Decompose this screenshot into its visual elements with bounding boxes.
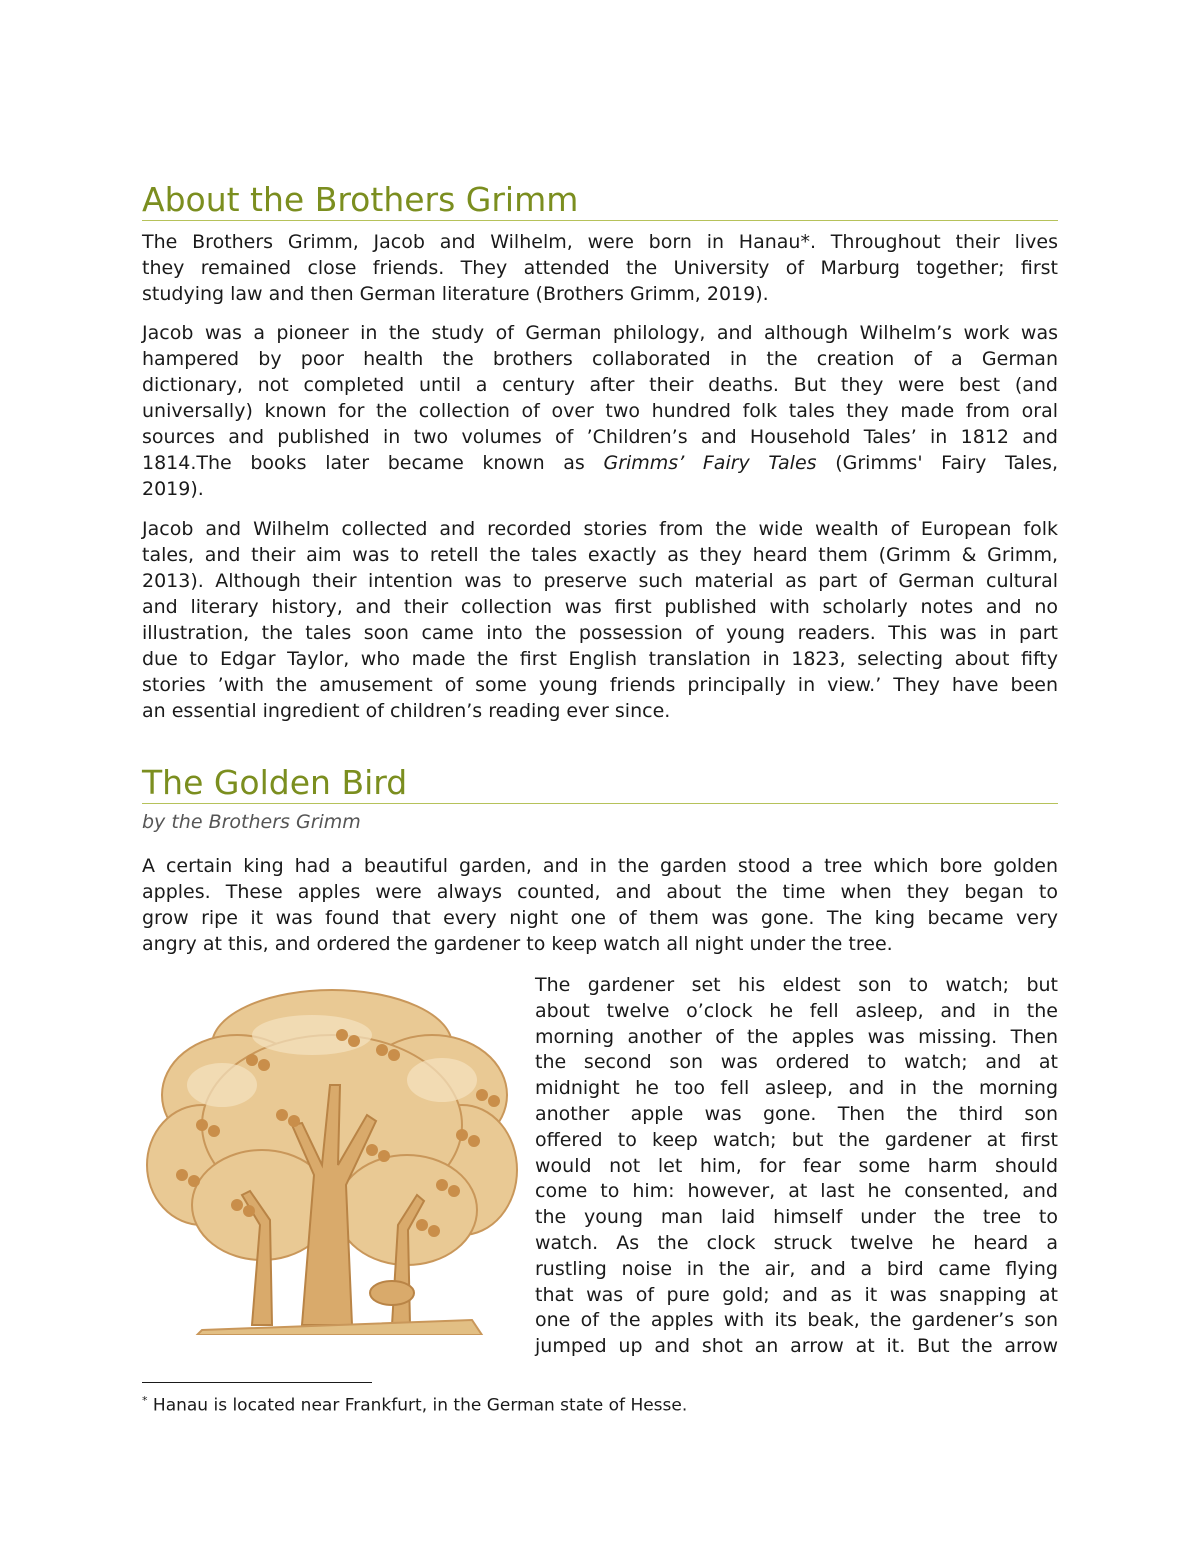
text-line: the young man laid himself under the tree to [535, 1206, 1058, 1229]
text-line: would not let him, for fear some harm should [535, 1154, 1058, 1177]
section-title-about: About the Brothers Grimm [142, 181, 1058, 221]
text-line: Jacob and Wilhelm collected and recorded stories from the wide wealth of European folk [142, 518, 1058, 540]
text-line: one of the apples with its beak, the gardener’s son [535, 1309, 1058, 1332]
text-line: universally) known for the collection of over two hundred folk tales they made from oral [142, 400, 1058, 422]
text-line: due to Edgar Taylor, who made the first English translation in 1823, selecting about fifty [142, 648, 1058, 670]
text-line: the second son was ordered to watch; and at [535, 1051, 1058, 1074]
footnote-separator [142, 1382, 372, 1383]
text-line: apples. These apples were always counted, and about the time when they began to [142, 881, 1058, 903]
section-title-golden-bird: The Golden Bird [142, 764, 1058, 804]
text-line: angry at this, and ordered the gardener to keep watch all night under the tree. [142, 933, 893, 955]
footnote-text: Hanau is located near Frankfurt, in the German state of Hesse. [152, 1395, 688, 1416]
text-line: The Brothers Grimm, Jacob and Wilhelm, were born in Hanau*. Throughout their lives [142, 231, 1058, 253]
text-line: and literary history, and their collection was first published with scholarly notes and no [142, 596, 1058, 618]
text-line: come to him: however, at last he consented, and [535, 1180, 1058, 1203]
text-line: 2019). [142, 478, 204, 500]
text-line: they remained close friends. They attended the University of Marburg together; first [142, 257, 1058, 279]
text-line: rustling noise in the air, and a bird came flying [535, 1257, 1058, 1280]
text-line: 2013). Although their intention was to preserve such material as part of German cultural [142, 570, 1058, 592]
text-line-mixed [142, 450, 1058, 476]
text-segment: (Grimms' Fairy Tales, [835, 452, 1058, 474]
about-paragraph-2 [142, 320, 1058, 502]
text-line: studying law and then German literature (Brothers Grimm, 2019). [142, 283, 769, 305]
text-line: Jacob was a pioneer in the study of German philology, and although Wilhelm’s work was [142, 322, 1058, 344]
text-line: The gardener set his eldest son to watch; but [535, 974, 1058, 996]
story-paragraph-2 [535, 973, 1058, 1360]
text-line: that was of pure gold; and as it was snapping at [535, 1283, 1058, 1306]
tree-image [142, 975, 522, 1335]
text-line: dictionary, not completed until a century after their deaths. But they were best (and [142, 374, 1058, 396]
footnote [142, 1390, 687, 1417]
book-title-italic: Grimms’ Fairy Tales [603, 452, 817, 474]
text-line: stories ’with the amusement of some young friends principally in view.’ They have been [142, 674, 1058, 696]
text-line: an essential ingredient of children’s reading ever since. [142, 700, 671, 722]
apple-tree-illustration [142, 975, 522, 1335]
text-line: grow ripe it was found that every night one of them was gone. The king became very [142, 907, 1058, 929]
text-line: illustration, the tales soon came into the possession of young readers. This was in part [142, 622, 1058, 644]
story-paragraph-1 [142, 853, 1058, 957]
footnote-marker: * [142, 1394, 148, 1407]
about-paragraph-1 [142, 229, 1058, 307]
text-segment: 1814.The books later became known as [142, 452, 585, 474]
text-line: offered to keep watch; but the gardener at first [535, 1128, 1058, 1151]
about-paragraph-3 [142, 516, 1058, 724]
text-line: hampered by poor health the brothers collaborated in the creation of a German [142, 348, 1058, 370]
text-line: watch. As the clock struck twelve he heard a [535, 1231, 1058, 1254]
byline: by the Brothers Grimm [142, 811, 361, 833]
text-line: midnight he too fell asleep, and in the morning [535, 1077, 1058, 1100]
text-line: morning another of the apples was missing. Then [535, 1025, 1058, 1048]
text-line: jumped up and shot an arrow at it. But the arrow [535, 1335, 1058, 1358]
text-line: sources and published in two volumes of ’Children’s and Household Tales’ in 1812 and [142, 426, 1058, 448]
text-line: about twelve o’clock he fell asleep, and in the [535, 999, 1058, 1022]
text-line: tales, and their aim was to retell the tales exactly as they heard them (Grimm & Grimm, [142, 544, 1058, 566]
text-line: A certain king had a beautiful garden, and in the garden stood a tree which bore golden [142, 855, 1058, 877]
text-line: another apple was gone. Then the third son [535, 1102, 1058, 1125]
